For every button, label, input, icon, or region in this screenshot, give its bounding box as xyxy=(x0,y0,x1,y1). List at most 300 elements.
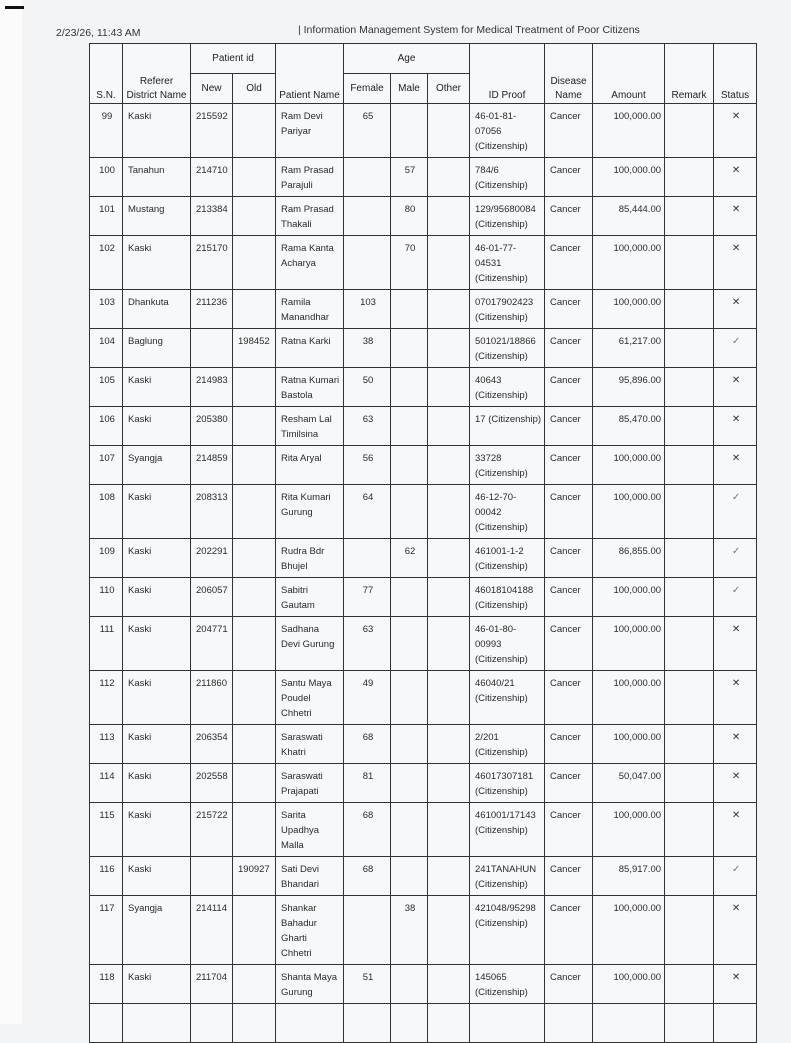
cell-age-male xyxy=(391,290,428,329)
cell-status xyxy=(714,485,757,539)
table-body xyxy=(90,104,757,1043)
cell-referer-district: Kaski xyxy=(123,965,191,1004)
cell-age-other xyxy=(428,104,470,158)
cell-sn: 106 xyxy=(90,407,123,446)
cell-id-proof: 07017902423 (Citizenship) xyxy=(470,290,545,329)
cell-patient-name: Ram Prasad Parajuli xyxy=(276,158,344,197)
cell-patient-id-old xyxy=(233,671,276,725)
cell-age-other xyxy=(428,896,470,965)
cell-remark xyxy=(665,329,714,368)
cell-patient-name: Shanta Maya Gurung xyxy=(276,965,344,1004)
cell-disease-name: Cancer xyxy=(545,857,593,896)
cell-remark xyxy=(665,368,714,407)
cell-remark xyxy=(665,407,714,446)
cell-id-proof: 784/6 (Citizenship) xyxy=(470,158,545,197)
cell-patient-id-old xyxy=(233,539,276,578)
cell-referer-district: Kaski xyxy=(123,764,191,803)
cell-status xyxy=(714,158,757,197)
cell-age-female xyxy=(344,896,391,965)
cell-age-female xyxy=(344,539,391,578)
cell-patient-id-new: 211704 xyxy=(191,965,233,1004)
cell-remark xyxy=(665,764,714,803)
cell-age-other xyxy=(428,671,470,725)
cell-age-other xyxy=(428,578,470,617)
cross-icon: ✕ xyxy=(731,771,741,782)
cell-age-male xyxy=(391,764,428,803)
cell-amount: 100,000.00 xyxy=(593,578,665,617)
cell-patient-id-new: 202558 xyxy=(191,764,233,803)
table-row xyxy=(90,857,757,896)
cross-icon: ✕ xyxy=(731,204,741,215)
cell-age-male: 70 xyxy=(391,236,428,290)
cell-age-other xyxy=(428,764,470,803)
cell-status xyxy=(714,725,757,764)
cell-age-male: 62 xyxy=(391,539,428,578)
cell-status xyxy=(714,236,757,290)
cell-disease-name: Cancer xyxy=(545,104,593,158)
cell-remark xyxy=(665,896,714,965)
header-disease-name: Disease Name xyxy=(545,44,593,104)
cell-status xyxy=(714,407,757,446)
cell-referer-district: Kaski xyxy=(123,803,191,857)
cell-patient-id-old: 190927 xyxy=(233,857,276,896)
cell-disease-name: Cancer xyxy=(545,407,593,446)
cell-patient-name: Sarita Upadhya Malla xyxy=(276,803,344,857)
cell-sn: 113 xyxy=(90,725,123,764)
cell-sn: 102 xyxy=(90,236,123,290)
cross-icon: ✕ xyxy=(731,297,741,308)
cell-sn: 103 xyxy=(90,290,123,329)
cell-id-proof: 33728 (Citizenship) xyxy=(470,446,545,485)
table-row xyxy=(90,485,757,539)
cell-empty xyxy=(665,1004,714,1043)
cell-status xyxy=(714,896,757,965)
header-female: Female xyxy=(344,74,391,104)
cell-patient-name: Sabitri Gautam xyxy=(276,578,344,617)
cell-amount: 86,855.00 xyxy=(593,539,665,578)
cell-status xyxy=(714,617,757,671)
table-row xyxy=(90,803,757,857)
cell-amount: 50,047.00 xyxy=(593,764,665,803)
cell-disease-name: Cancer xyxy=(545,329,593,368)
cell-age-female: 103 xyxy=(344,290,391,329)
cell-empty xyxy=(470,1004,545,1043)
cross-icon: ✕ xyxy=(731,453,741,464)
cell-patient-id-new: 206354 xyxy=(191,725,233,764)
cell-id-proof: 461001/17143 (Citizenship) xyxy=(470,803,545,857)
cell-age-other xyxy=(428,368,470,407)
table-row xyxy=(90,236,757,290)
cell-patient-id-old xyxy=(233,446,276,485)
cell-age-female: 64 xyxy=(344,485,391,539)
cell-age-female: 63 xyxy=(344,617,391,671)
cell-patient-id-old xyxy=(233,617,276,671)
print-datetime: 2/23/26, 11:43 AM xyxy=(56,27,141,39)
cell-empty xyxy=(344,1004,391,1043)
cell-patient-id-new: 214114 xyxy=(191,896,233,965)
cell-amount: 100,000.00 xyxy=(593,446,665,485)
header-old-id: Old xyxy=(233,74,276,104)
page-title: | Information Management System for Medical Treatment of Poor Citizens xyxy=(298,24,640,36)
cell-age-male: 57 xyxy=(391,158,428,197)
cell-referer-district: Kaski xyxy=(123,539,191,578)
cell-status xyxy=(714,290,757,329)
cell-referer-district: Kaski xyxy=(123,104,191,158)
cell-remark xyxy=(665,803,714,857)
cell-amount: 61,217.00 xyxy=(593,329,665,368)
cell-age-female: 51 xyxy=(344,965,391,1004)
cell-patient-name: Ratna Karki xyxy=(276,329,344,368)
cell-remark xyxy=(665,158,714,197)
cell-patient-id-new: 215592 xyxy=(191,104,233,158)
cell-remark xyxy=(665,857,714,896)
cell-id-proof: 461001-​1-​2 (Citizenship) xyxy=(470,539,545,578)
cell-remark xyxy=(665,446,714,485)
cross-icon: ✕ xyxy=(731,972,741,983)
header-new-id: New xyxy=(191,74,233,104)
cell-status xyxy=(714,803,757,857)
cell-status xyxy=(714,329,757,368)
cell-id-proof: 241TANAHUN (Citizenship) xyxy=(470,857,545,896)
cross-icon: ✕ xyxy=(731,243,741,254)
cell-sn: 105 xyxy=(90,368,123,407)
cell-age-other xyxy=(428,290,470,329)
table-row xyxy=(90,965,757,1004)
cell-patient-id-new: 208313 xyxy=(191,485,233,539)
header-patient-name: Patient Name xyxy=(276,44,344,104)
cell-amount: 100,000.00 xyxy=(593,896,665,965)
cell-referer-district: Kaski xyxy=(123,578,191,617)
cell-referer-district: Syangja xyxy=(123,896,191,965)
cell-patient-name: Rama Kanta Acharya xyxy=(276,236,344,290)
cell-amount: 95,896.00 xyxy=(593,368,665,407)
cell-patient-name: Sadhana Devi Gurung xyxy=(276,617,344,671)
cell-age-female: 38 xyxy=(344,329,391,368)
cell-sn: 110 xyxy=(90,578,123,617)
cell-age-male xyxy=(391,671,428,725)
cell-status xyxy=(714,104,757,158)
cell-age-male: 38 xyxy=(391,896,428,965)
cell-age-male xyxy=(391,857,428,896)
cell-sn: 101 xyxy=(90,197,123,236)
cell-status xyxy=(714,539,757,578)
cell-id-proof: 2/201 (Citizenship) xyxy=(470,725,545,764)
cell-remark xyxy=(665,539,714,578)
cell-id-proof: 46-​01-​80-​00993 (Citizenship) xyxy=(470,617,545,671)
cell-age-male xyxy=(391,485,428,539)
cell-age-other xyxy=(428,725,470,764)
header-remark: Remark xyxy=(665,44,714,104)
header-other: Other xyxy=(428,74,470,104)
cell-status xyxy=(714,578,757,617)
cell-id-proof: 501021/18866 (Citizenship) xyxy=(470,329,545,368)
cell-age-female xyxy=(344,236,391,290)
cell-age-other xyxy=(428,539,470,578)
table-row xyxy=(90,896,757,965)
cell-age-male xyxy=(391,617,428,671)
table-row xyxy=(90,290,757,329)
cell-id-proof: 145065 (Citizenship) xyxy=(470,965,545,1004)
cell-age-female: 77 xyxy=(344,578,391,617)
cell-referer-district: Mustang xyxy=(123,197,191,236)
cell-id-proof: 46-​01-​77-​04531 (Citizenship) xyxy=(470,236,545,290)
cell-patient-id-old xyxy=(233,236,276,290)
cell-sn: 109 xyxy=(90,539,123,578)
cell-age-male xyxy=(391,104,428,158)
cell-id-proof: 46018104188 (Citizenship) xyxy=(470,578,545,617)
cell-patient-id-new: 206057 xyxy=(191,578,233,617)
cell-sn: 99 xyxy=(90,104,123,158)
cell-referer-district: Kaski xyxy=(123,617,191,671)
cell-referer-district: Kaski xyxy=(123,368,191,407)
cell-age-other xyxy=(428,617,470,671)
cell-empty xyxy=(391,1004,428,1043)
cell-age-other xyxy=(428,965,470,1004)
cell-disease-name: Cancer xyxy=(545,725,593,764)
cell-patient-name: Rita Aryal xyxy=(276,446,344,485)
cell-age-other xyxy=(428,446,470,485)
cell-age-male xyxy=(391,368,428,407)
cell-empty xyxy=(123,1004,191,1043)
header-id-proof: ID Proof xyxy=(470,44,545,104)
check-icon: ✓ xyxy=(731,492,741,503)
cell-disease-name: Cancer xyxy=(545,803,593,857)
cell-age-female: 65 xyxy=(344,104,391,158)
cell-patient-id-new: 211860 xyxy=(191,671,233,725)
cell-sn: 115 xyxy=(90,803,123,857)
cross-icon: ✕ xyxy=(731,732,741,743)
cell-remark xyxy=(665,671,714,725)
cell-empty xyxy=(593,1004,665,1043)
cell-patient-name: Rudra Bdr Bhujel xyxy=(276,539,344,578)
cell-disease-name: Cancer xyxy=(545,158,593,197)
cell-age-other xyxy=(428,407,470,446)
cell-patient-id-old xyxy=(233,197,276,236)
cell-patient-id-old xyxy=(233,485,276,539)
cell-referer-district: Baglung xyxy=(123,329,191,368)
cell-empty xyxy=(545,1004,593,1043)
cell-referer-district: Kaski xyxy=(123,236,191,290)
cell-disease-name: Cancer xyxy=(545,671,593,725)
table-row xyxy=(90,671,757,725)
cell-remark xyxy=(665,236,714,290)
cell-disease-name: Cancer xyxy=(545,965,593,1004)
cell-amount: 85,917.00 xyxy=(593,857,665,896)
cell-disease-name: Cancer xyxy=(545,236,593,290)
cell-disease-name: Cancer xyxy=(545,896,593,965)
cell-patient-id-old xyxy=(233,407,276,446)
cell-disease-name: Cancer xyxy=(545,764,593,803)
header-amount: Amount xyxy=(593,44,665,104)
cell-sn: 107 xyxy=(90,446,123,485)
cross-icon: ✕ xyxy=(731,375,741,386)
cell-amount: 100,000.00 xyxy=(593,803,665,857)
cell-amount: 100,000.00 xyxy=(593,725,665,764)
cell-disease-name: Cancer xyxy=(545,446,593,485)
cell-age-male xyxy=(391,446,428,485)
cell-age-female: 68 xyxy=(344,725,391,764)
cell-disease-name: Cancer xyxy=(545,290,593,329)
cell-patient-id-old xyxy=(233,764,276,803)
cell-age-male xyxy=(391,329,428,368)
cell-amount: 85,470.00 xyxy=(593,407,665,446)
cell-patient-id-new xyxy=(191,857,233,896)
cell-patient-name: Shankar Bahadur Gharti Chhetri xyxy=(276,896,344,965)
cell-id-proof: 129/95680084 (Citizenship) xyxy=(470,197,545,236)
header-status: Status xyxy=(714,44,757,104)
table-row xyxy=(90,764,757,803)
cell-id-proof: 46-​01-​81-​07056 (Citizenship) xyxy=(470,104,545,158)
cell-referer-district: Kaski xyxy=(123,857,191,896)
cell-patient-id-old xyxy=(233,803,276,857)
cell-patient-id-old xyxy=(233,368,276,407)
cell-amount: 100,000.00 xyxy=(593,617,665,671)
cell-age-other xyxy=(428,236,470,290)
cross-icon: ✕ xyxy=(731,414,741,425)
cross-icon: ✕ xyxy=(731,810,741,821)
cell-referer-district: Kaski xyxy=(123,407,191,446)
cell-age-male xyxy=(391,725,428,764)
table-row xyxy=(90,197,757,236)
cell-age-other xyxy=(428,329,470,368)
cell-disease-name: Cancer xyxy=(545,539,593,578)
cell-referer-district: Syangja xyxy=(123,446,191,485)
cell-age-female xyxy=(344,197,391,236)
table-row xyxy=(90,578,757,617)
cell-patient-name: Saraswati Khatri xyxy=(276,725,344,764)
cell-remark xyxy=(665,725,714,764)
cell-age-female: 68 xyxy=(344,803,391,857)
cell-patient-id-old xyxy=(233,896,276,965)
cell-age-other xyxy=(428,197,470,236)
cell-patient-id-new: 214859 xyxy=(191,446,233,485)
table-row xyxy=(90,539,757,578)
cell-age-female: 50 xyxy=(344,368,391,407)
patients-table xyxy=(89,43,757,1043)
cell-status xyxy=(714,446,757,485)
cell-id-proof: 40643 (Citizenship) xyxy=(470,368,545,407)
cell-sn: 104 xyxy=(90,329,123,368)
cross-icon: ✕ xyxy=(731,165,741,176)
cell-sn: 100 xyxy=(90,158,123,197)
cell-patient-id-old xyxy=(233,290,276,329)
check-icon: ✓ xyxy=(731,585,741,596)
cell-remark xyxy=(665,965,714,1004)
cell-sn: 108 xyxy=(90,485,123,539)
cell-disease-name: Cancer xyxy=(545,368,593,407)
cell-remark xyxy=(665,578,714,617)
cell-patient-name: Resham Lal Timilsina xyxy=(276,407,344,446)
cell-patient-name: Sati Devi Bhandari xyxy=(276,857,344,896)
cell-remark xyxy=(665,197,714,236)
cell-disease-name: Cancer xyxy=(545,197,593,236)
cell-empty xyxy=(714,1004,757,1043)
cell-sn: 117 xyxy=(90,896,123,965)
cell-disease-name: Cancer xyxy=(545,485,593,539)
cell-patient-name: Ramila Manandhar xyxy=(276,290,344,329)
cell-patient-name: Rita Kumari Gurung xyxy=(276,485,344,539)
cell-sn: 112 xyxy=(90,671,123,725)
header-patient-id: Patient id xyxy=(191,44,276,74)
cell-patient-name: Ram Devi Pariyar xyxy=(276,104,344,158)
cell-patient-id-old xyxy=(233,965,276,1004)
cell-empty xyxy=(233,1004,276,1043)
header-referer-district: Referer District Name xyxy=(123,44,191,104)
cross-icon: ✕ xyxy=(731,903,741,914)
cell-sn: 111 xyxy=(90,617,123,671)
cell-age-other xyxy=(428,857,470,896)
table-row xyxy=(90,446,757,485)
page-margin xyxy=(0,0,22,1024)
cell-amount: 85,444.00 xyxy=(593,197,665,236)
cell-empty xyxy=(428,1004,470,1043)
cell-status xyxy=(714,764,757,803)
table-row xyxy=(90,725,757,764)
cell-patient-name: Ram Prasad Thakali xyxy=(276,197,344,236)
scan-mark xyxy=(5,6,24,9)
cell-age-female: 49 xyxy=(344,671,391,725)
cell-patient-id-new: 213384 xyxy=(191,197,233,236)
cell-amount: 100,000.00 xyxy=(593,290,665,329)
cell-status xyxy=(714,197,757,236)
cell-patient-id-new: 214710 xyxy=(191,158,233,197)
cross-icon: ✕ xyxy=(731,624,741,635)
table-row-partial xyxy=(90,1004,757,1043)
cell-empty xyxy=(276,1004,344,1043)
cell-id-proof: 46-​12-​70-​00042 (Citizenship) xyxy=(470,485,545,539)
check-icon: ✓ xyxy=(731,864,741,875)
table-row xyxy=(90,368,757,407)
cell-disease-name: Cancer xyxy=(545,578,593,617)
cell-age-female: 68 xyxy=(344,857,391,896)
cell-empty xyxy=(90,1004,123,1043)
cell-age-female: 56 xyxy=(344,446,391,485)
cell-patient-id-old xyxy=(233,578,276,617)
table-header xyxy=(90,44,757,104)
cell-amount: 100,000.00 xyxy=(593,104,665,158)
cell-amount: 100,000.00 xyxy=(593,236,665,290)
cell-patient-id-old xyxy=(233,104,276,158)
cell-remark xyxy=(665,485,714,539)
cell-patient-id-old: 198452 xyxy=(233,329,276,368)
cell-id-proof: 421048/95298 (Citizenship) xyxy=(470,896,545,965)
table-row xyxy=(90,407,757,446)
check-icon: ✓ xyxy=(731,336,741,347)
cell-age-male: 80 xyxy=(391,197,428,236)
cell-patient-id-new: 215722 xyxy=(191,803,233,857)
cell-age-male xyxy=(391,803,428,857)
table-row xyxy=(90,329,757,368)
table-row xyxy=(90,104,757,158)
cell-patient-id-new: 204771 xyxy=(191,617,233,671)
cell-age-male xyxy=(391,965,428,1004)
cell-patient-name: Santu Maya Poudel Chhetri xyxy=(276,671,344,725)
cell-age-other xyxy=(428,803,470,857)
cell-patient-id-new: 214983 xyxy=(191,368,233,407)
cell-remark xyxy=(665,290,714,329)
cell-status xyxy=(714,965,757,1004)
cell-remark xyxy=(665,104,714,158)
cell-status xyxy=(714,857,757,896)
cell-disease-name: Cancer xyxy=(545,617,593,671)
cell-sn: 114 xyxy=(90,764,123,803)
cell-patient-id-old xyxy=(233,725,276,764)
cell-age-other xyxy=(428,485,470,539)
cell-amount: 100,000.00 xyxy=(593,158,665,197)
cell-patient-id-new: 202291 xyxy=(191,539,233,578)
cell-patient-id-new: 205380 xyxy=(191,407,233,446)
cell-patient-id-new xyxy=(191,329,233,368)
